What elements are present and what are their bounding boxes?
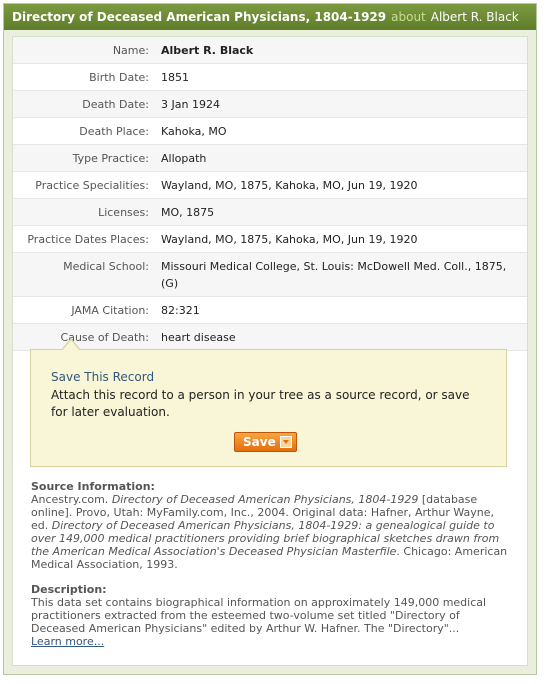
source-original-title: Directory of Deceased American Physicians, 1804-1929: a genealogical guide to over 149,000 medical practitioners providing brief biographical sketches drawn from the American Medical Association's Deceased Physician Masterfile xyxy=(31,519,500,558)
save-record-box xyxy=(30,349,507,467)
field-label: Birth Date: xyxy=(13,64,155,91)
record-row xyxy=(13,145,527,172)
record-row xyxy=(13,253,527,297)
field-value: 1851 xyxy=(155,64,527,91)
field-value: MO, 1875 xyxy=(155,199,527,226)
about-label: about xyxy=(391,10,426,24)
source-title-italic: Directory of Deceased American Physicians, 1804-1929 xyxy=(111,493,419,506)
field-label: Practice Specialities: xyxy=(13,172,155,199)
field-label: JAMA Citation: xyxy=(13,297,155,324)
field-value: Wayland, MO, 1875, Kahoka, MO, Jun 19, 1920 xyxy=(155,172,527,199)
field-value: 3 Jan 1924 xyxy=(155,91,527,118)
record-row xyxy=(13,226,527,253)
save-record-title: Save This Record xyxy=(51,370,155,384)
record-table xyxy=(13,37,527,351)
record-panel xyxy=(12,36,528,666)
field-label: Practice Dates Places: xyxy=(13,226,155,253)
source-text-2: [database online]. Provo, Utah: MyFamily.com, Inc., 2004. Original data: Hafner, Arthur Wayne, ed. xyxy=(31,493,494,532)
source-information xyxy=(31,480,513,571)
source-text-1: Ancestry.com. xyxy=(31,493,112,506)
record-row xyxy=(13,172,527,199)
source-heading: Source Information: xyxy=(31,480,155,493)
field-label: Cause of Death: xyxy=(13,324,155,351)
source-text-3: . Chicago: American Medical Association, 1993. xyxy=(31,545,508,571)
save-record-description: Attach this record to a person in your tree as a source record, or save for later evaluation. xyxy=(51,388,470,419)
dropdown-arrow-icon[interactable] xyxy=(280,436,292,448)
field-value: Allopath xyxy=(155,145,527,172)
field-value: heart disease xyxy=(155,324,527,351)
record-row xyxy=(13,297,527,324)
field-value: 82:321 xyxy=(155,297,527,324)
record-row xyxy=(13,91,527,118)
field-label: Death Date: xyxy=(13,91,155,118)
learn-more-link[interactable]: Learn more... xyxy=(31,635,105,648)
record-row xyxy=(13,37,527,64)
description-text: This data set contains biographical information on approximately 149,000 medical practitioners extracted from the esteemed two-volume set titled "Directory of Deceased American Physicians" edited by Arthur W. Hafner. The "Directory"... xyxy=(31,596,487,635)
field-label: Licenses: xyxy=(13,199,155,226)
record-row xyxy=(13,199,527,226)
field-label: Medical School: xyxy=(13,253,155,297)
title-bar xyxy=(4,4,536,30)
field-value: Albert R. Black xyxy=(155,37,527,64)
record-window xyxy=(3,3,537,675)
field-value: Wayland, MO, 1875, Kahoka, MO, Jun 19, 1920 xyxy=(155,226,527,253)
field-label: Name: xyxy=(13,37,155,64)
field-label: Death Place: xyxy=(13,118,155,145)
record-row xyxy=(13,324,527,351)
field-value: Missouri Medical College, St. Louis: McDowell Med. Coll., 1875, (G) xyxy=(155,253,527,297)
person-name-title: Albert R. Black xyxy=(430,10,519,24)
save-button-label: Save xyxy=(243,435,276,449)
field-label: Type Practice: xyxy=(13,145,155,172)
save-button[interactable] xyxy=(234,432,297,452)
description-section xyxy=(31,583,513,648)
record-row xyxy=(13,118,527,145)
field-value: Kahoka, MO xyxy=(155,118,527,145)
record-row xyxy=(13,64,527,91)
collection-title: Directory of Deceased American Physicians, 1804-1929 xyxy=(12,10,387,24)
description-heading: Description: xyxy=(31,583,107,596)
